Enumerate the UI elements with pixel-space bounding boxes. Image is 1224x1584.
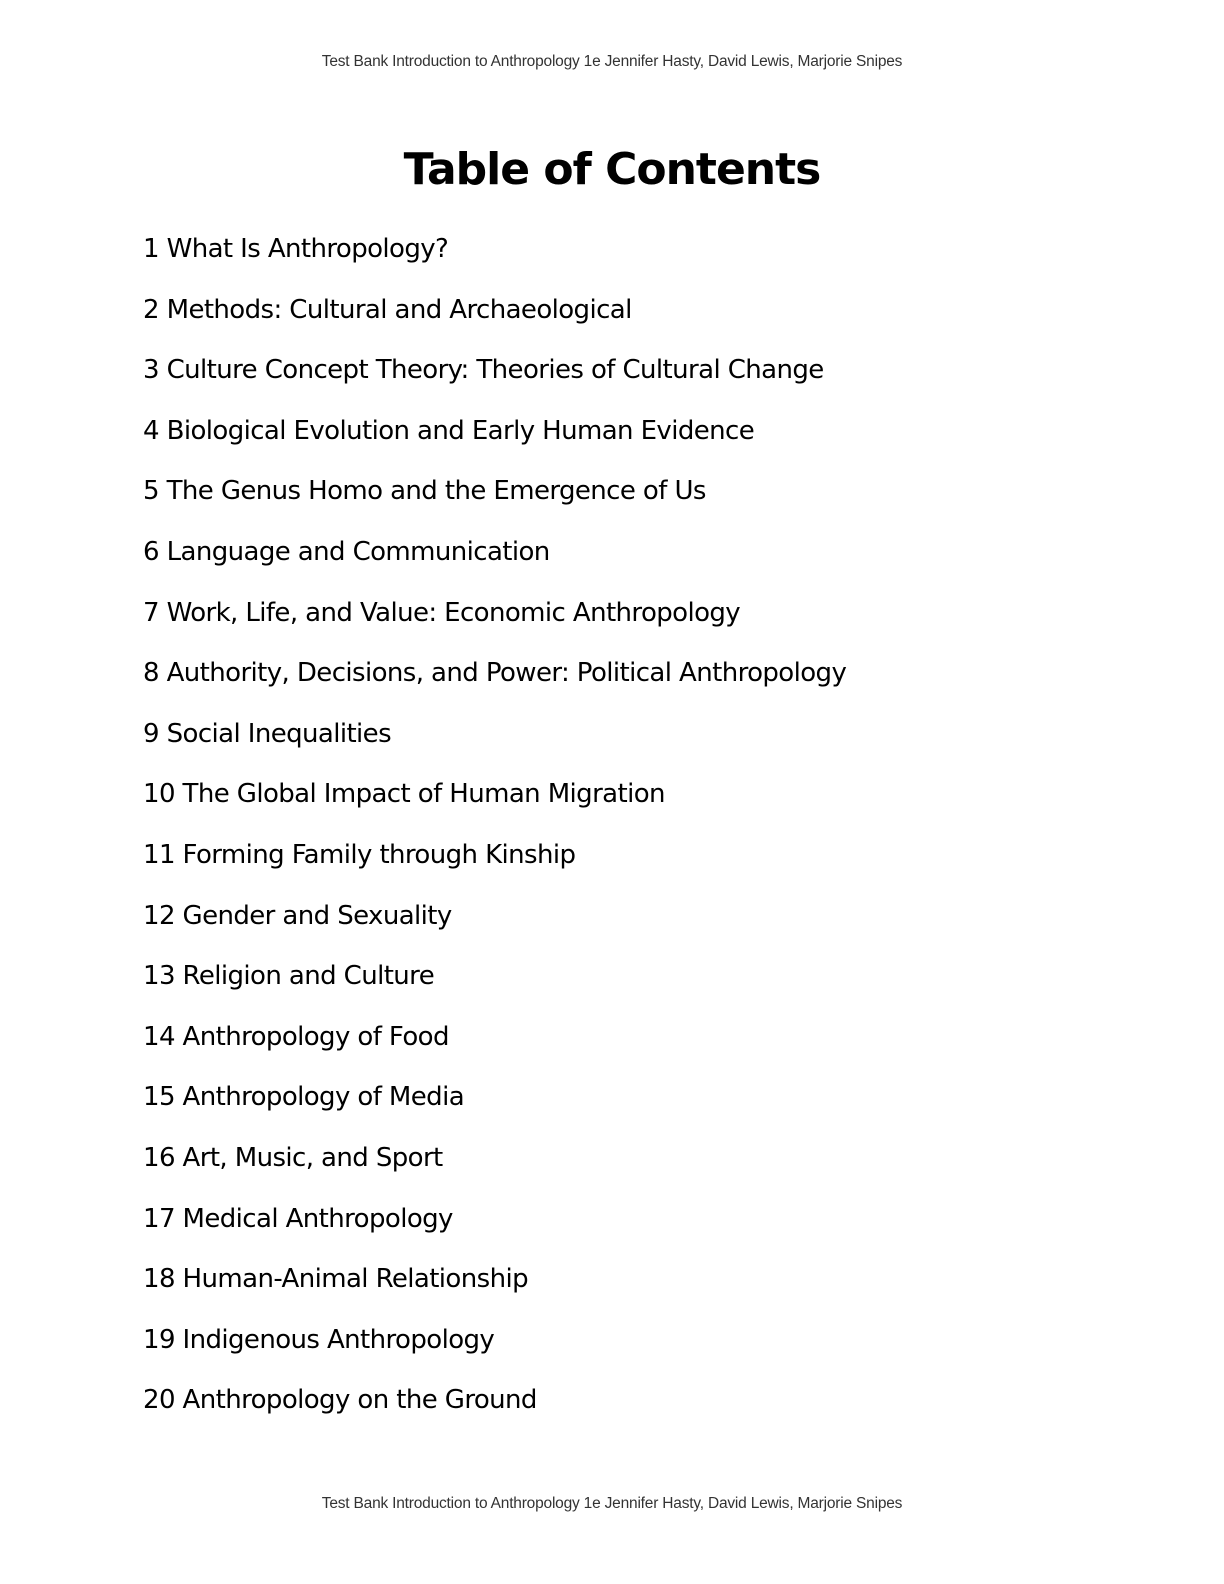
toc-entry-1[interactable]: 1 What Is Anthropology?: [143, 234, 449, 264]
toc-entry-5[interactable]: 5 The Genus Homo and the Emergence of Us: [143, 476, 706, 507]
toc-entry-11[interactable]: 11 Forming Family through Kinship: [143, 839, 576, 870]
running-header: Test Bank Introduction to Anthropology 1e Jennifer Hasty, David Lewis, Marjorie Snipes: [321, 53, 903, 70]
toc-entry-15[interactable]: 15 Anthropology of Media: [143, 1082, 465, 1113]
toc-entry-3[interactable]: 3 Culture Concept Theory: Theories of Cultural Change: [143, 355, 824, 386]
toc-entry-10[interactable]: 10 The Global Impact of Human Migration: [143, 779, 665, 810]
toc-entry-18[interactable]: 18 Human-Animal Relationship: [143, 1264, 528, 1295]
table-of-contents-list: [143, 227, 846, 1439]
toc-entry-2[interactable]: 2 Methods: Cultural and Archaeological: [143, 294, 632, 325]
toc-entry-9[interactable]: 9 Social Inequalities: [143, 718, 392, 749]
toc-entry-19[interactable]: 19 Indigenous Anthropology: [143, 1324, 495, 1355]
toc-entry-4[interactable]: 4 Biological Evolution and Early Human Evidence: [143, 415, 755, 446]
toc-entry-6[interactable]: 6 Language and Communication: [143, 536, 550, 567]
toc-entry-17[interactable]: 17 Medical Anthropology: [143, 1203, 453, 1234]
toc-entry-7[interactable]: 7 Work, Life, and Value: Economic Anthropology: [143, 597, 741, 628]
toc-entry-8[interactable]: 8 Authority, Decisions, and Power: Political Anthropology: [143, 658, 847, 689]
running-footer: Test Bank Introduction to Anthropology 1e Jennifer Hasty, David Lewis, Marjorie Snipes: [321, 1495, 903, 1512]
toc-entry-20[interactable]: 20 Anthropology on the Ground: [143, 1385, 537, 1416]
toc-entry-13[interactable]: 13 Religion and Culture: [143, 961, 435, 992]
toc-entry-16[interactable]: 16 Art, Music, and Sport: [143, 1142, 443, 1173]
toc-entry-14[interactable]: 14 Anthropology of Food: [143, 1021, 449, 1052]
toc-entry-12[interactable]: 12 Gender and Sexuality: [143, 900, 452, 931]
page-title: Table of Contents: [403, 144, 821, 195]
